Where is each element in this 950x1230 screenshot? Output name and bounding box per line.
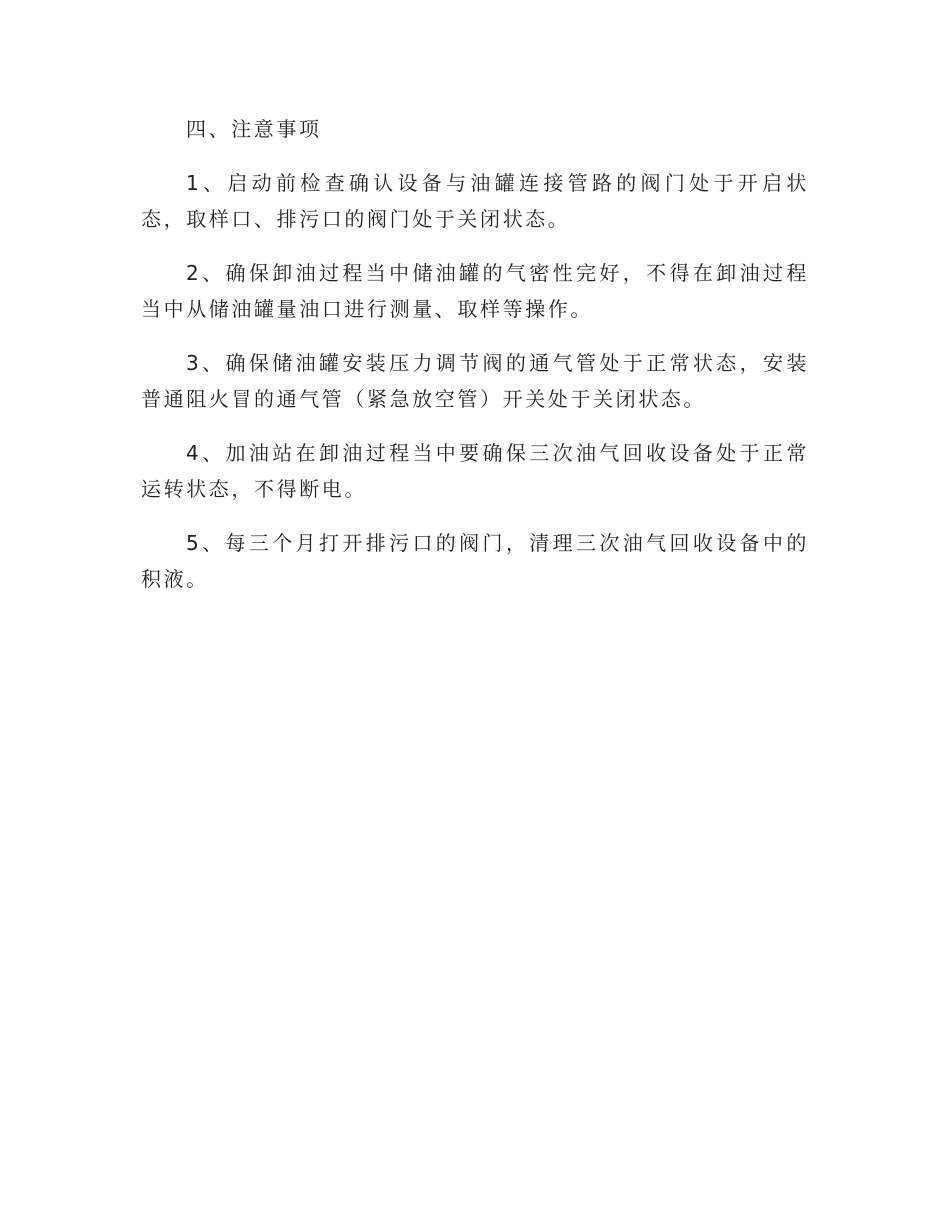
list-item-3: 3、确保储油罐安装压力调节阀的通气管处于正常状态，安装普通阻火冒的通气管（紧急放空管）开关处于关闭状态。 — [141, 351, 809, 411]
list-item-4: 4、加油站在卸油过程当中要确保三次油气回收设备处于正常运转状态，不得断电。 — [141, 441, 809, 501]
list-item-1: 1、启动前检查确认设备与油罐连接管路的阀门处于开启状态，取样口、排污口的阀门处于关闭状态。 — [141, 171, 809, 231]
document-body — [141, 111, 809, 615]
section-heading: 四、注意事项 — [186, 117, 322, 141]
list-item-5: 5、每三个月打开排污口的阀门，清理三次油气回收设备中的积液。 — [141, 531, 809, 591]
list-item-2: 2、确保卸油过程当中储油罐的气密性完好，不得在卸油过程当中从储油罐量油口进行测量、取样等操作。 — [141, 261, 809, 321]
